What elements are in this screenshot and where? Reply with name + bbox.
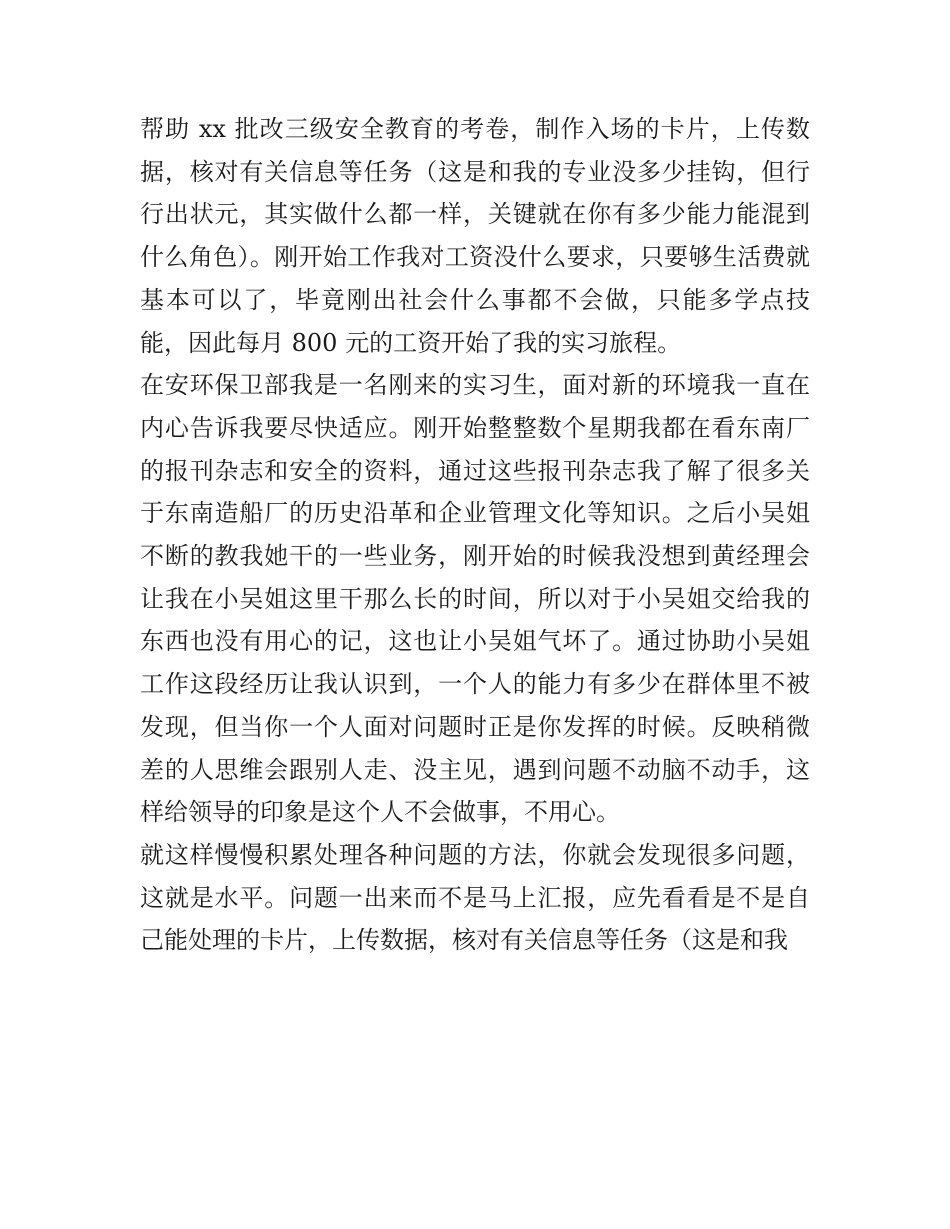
paragraph-3: 就这样慢慢积累处理各种问题的方法，你就会发现很多问题，这就是水平。问题一出来而不是马上汇报，应先看看是不是自己能处理的卡片，上传数据，核对有关信息等任务（这是和我	[140, 840, 810, 955]
paragraph-1: 帮助 xx 批改三级安全教育的考卷，制作入场的卡片，上传数据，核对有关信息等任务（这是和我的专业没多少挂钩，但行行出状元，其实做什么都一样，关键就在你有多少能力能混到什么角色）。刚开始工作我对工资没什么要求，只要够生活费就基本可以了，毕竟刚出社会什么事都不会做，只能多学点技能，因此每月 800 元的工资开始了我的实习旅程。	[140, 115, 810, 357]
paragraph-2: 在安环保卫部我是一名刚来的实习生，面对新的环境我一直在内心告诉我要尽快适应。刚开始整整数个星期我都在看东南厂的报刊杂志和安全的资料，通过这些报刊杂志我了解了很多关于东南造船厂的历史沿革和企业管理文化等知识。之后小吴姐不断的教我她干的一些业务，刚开始的时候我没想到黄经理会让我在小吴姐这里干那么长的时间，所以对于小吴姐交给我的东西也没有用心的记，这也让小吴姐气坏了。通过协助小吴姐工作这段经历让我认识到，一个人的能力有多少在群体里不被发现，但当你一个人面对问题时正是你发挥的时候。反映稍微差的人思维会跟别人走、没主见，遇到问题不动脑不动手，这样给领导的印象是这个人不会做事，不用心。	[140, 371, 810, 827]
